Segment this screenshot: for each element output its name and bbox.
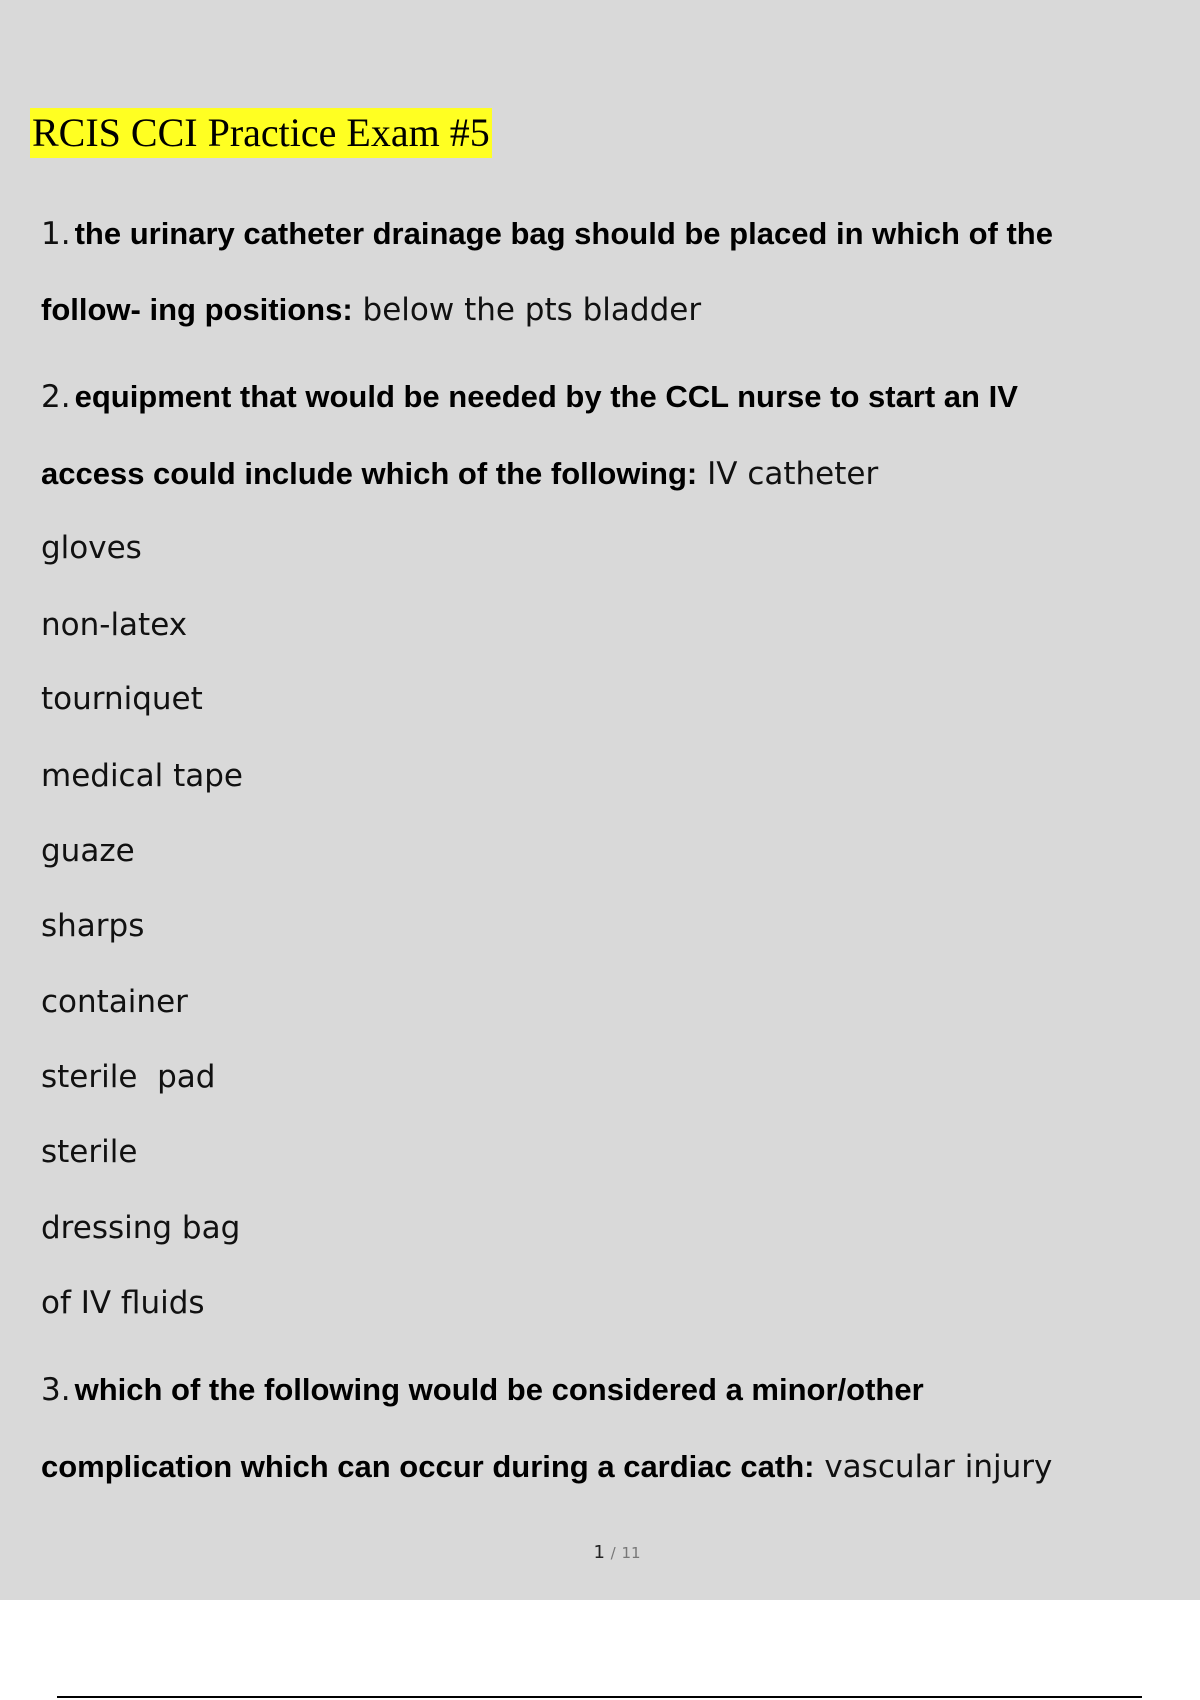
page-separator: / [610, 1544, 616, 1562]
question-number: 1. [41, 216, 71, 252]
question-1-line-2 [41, 285, 701, 335]
question-text: equipment that would be needed by the CCL nurse to start an IV [74, 379, 1018, 414]
total-pages: 11 [621, 1544, 641, 1562]
answer-line: dressing bag [41, 1210, 241, 1246]
current-page: 1 [593, 1542, 605, 1563]
answer-line: sharps [41, 908, 145, 944]
answer-line: sterile [41, 1134, 138, 1170]
question-text: follow- ing positions: [41, 292, 353, 327]
answer-line: gloves [41, 530, 142, 566]
question-2-line-2 [41, 449, 878, 499]
answer-line: container [41, 984, 188, 1020]
question-3-line-1 [41, 1365, 924, 1415]
answer-text: IV catheter [707, 456, 879, 492]
answer-line: non-latex [41, 607, 188, 643]
page-title: RCIS CCI Practice Exam #5 [30, 108, 492, 158]
divider [57, 1696, 1142, 1698]
answer-line: of IV fluids [41, 1285, 205, 1321]
question-number: 2. [41, 379, 71, 415]
answer-line: guaze [41, 833, 135, 869]
page-indicator [0, 1542, 1200, 1563]
question-text: access could include which of the following: [41, 456, 698, 491]
answer-line: tourniquet [41, 681, 203, 717]
question-number: 3. [41, 1372, 71, 1408]
question-3-line-2 [41, 1442, 1052, 1492]
answer-text: vascular injury [824, 1449, 1053, 1485]
question-text: which of the following would be considered a minor/other [74, 1372, 924, 1407]
answer-text: below the pts bladder [362, 292, 702, 328]
answer-line: sterile pad [41, 1059, 216, 1095]
question-text: the urinary catheter drainage bag should be placed in which of the [74, 216, 1053, 251]
answer-line: medical tape [41, 758, 243, 794]
question-2-line-1 [41, 372, 1018, 422]
question-text: complication which can occur during a cardiac cath: [41, 1449, 815, 1484]
question-1-line-1 [41, 209, 1053, 259]
